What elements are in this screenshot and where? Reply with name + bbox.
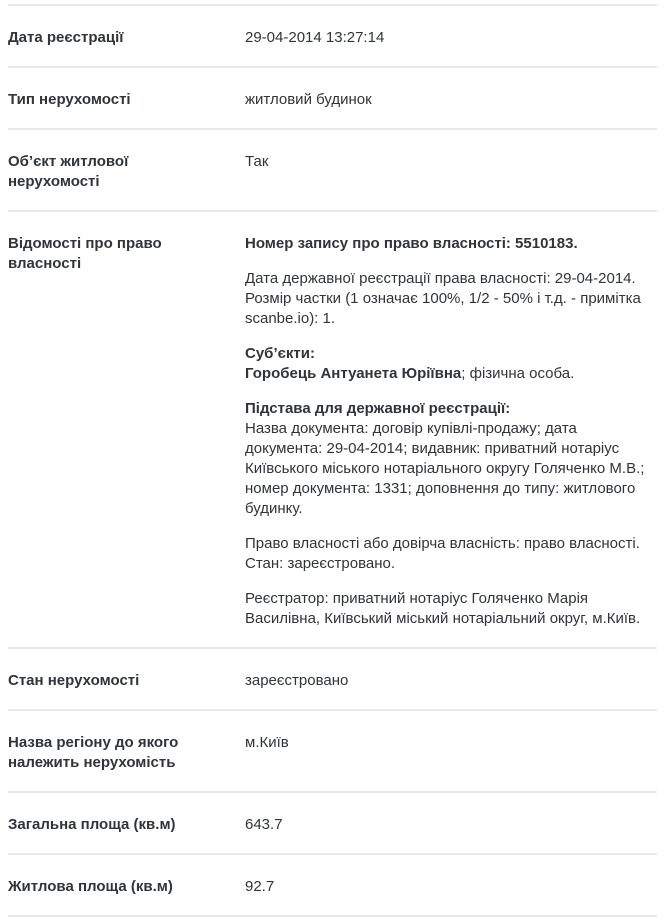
ownership-right-state <box>245 534 657 574</box>
ownership-subjects <box>245 344 657 384</box>
row-label: Тип нерухомості <box>8 91 131 108</box>
right-type: Право власності або довірча власність: право власності. <box>245 535 640 552</box>
row-value: 29-04-2014 13:27:14 <box>245 29 385 46</box>
row-residential-object <box>8 130 657 212</box>
ownership-registration-date: Дата державної реєстрації права власності: 29-04-2014. <box>245 270 636 287</box>
ownership-registrar: Реєстратор: приватний нотаріус Голяченко Марія Василівна, Київський міський нотаріальний округ, м.Київ. <box>245 590 641 627</box>
row-value: Так <box>245 153 269 170</box>
right-state: Стан: зареєстровано. <box>245 555 396 572</box>
basis-heading: Підстава для державної реєстрації: <box>245 400 511 417</box>
row-total-area <box>8 793 657 855</box>
ownership-share: Розмір частки (1 означає 100%, 1/2 - 50% і т.д. - примітка scanbe.io): 1. <box>245 290 641 327</box>
row-label: Стан нерухомості <box>8 672 140 689</box>
ownership-record-number: Номер запису про право власності: 5510183. <box>245 235 578 252</box>
ownership-basis <box>245 399 657 519</box>
row-label: Назва регіону до якого належить нерухомість <box>8 734 179 771</box>
row-label: Житлова площа (кв.м) <box>8 878 173 895</box>
row-property-state <box>8 649 657 711</box>
row-label: Дата реєстрації <box>8 29 124 46</box>
subject-type: ; фізична особа. <box>461 365 575 382</box>
ownership-registration-share <box>245 269 657 329</box>
row-label: Загальна площа (кв.м) <box>8 816 176 833</box>
row-value: зареєстровано <box>245 672 349 689</box>
row-value: 643.7 <box>245 816 283 833</box>
basis-text: Назва документа: договір купівлі-продажу; дата документа: 29-04-2014; видавник: приватний нотаріус Київського міського нотаріального округу Голяченко М.В.; номер документа: 1331; доповнення до типу: житлового будинку. <box>245 420 645 517</box>
row-value: м.Київ <box>245 734 289 751</box>
row-label: Об’єкт житлової нерухомості <box>8 153 129 190</box>
row-label: Відомості про право власності <box>8 235 162 272</box>
property-record-table <box>8 4 657 917</box>
row-value: житловий будинок <box>245 91 372 108</box>
row-property-type <box>8 68 657 130</box>
row-ownership-info <box>8 212 657 649</box>
subjects-heading: Суб’єкти: <box>245 345 315 362</box>
row-living-area <box>8 855 657 917</box>
subject-name: Горобець Антуанета Юріївна <box>245 365 462 382</box>
row-registration-date <box>8 6 657 68</box>
row-value: 92.7 <box>245 878 275 895</box>
row-region-name <box>8 711 657 793</box>
ownership-details <box>245 234 657 629</box>
